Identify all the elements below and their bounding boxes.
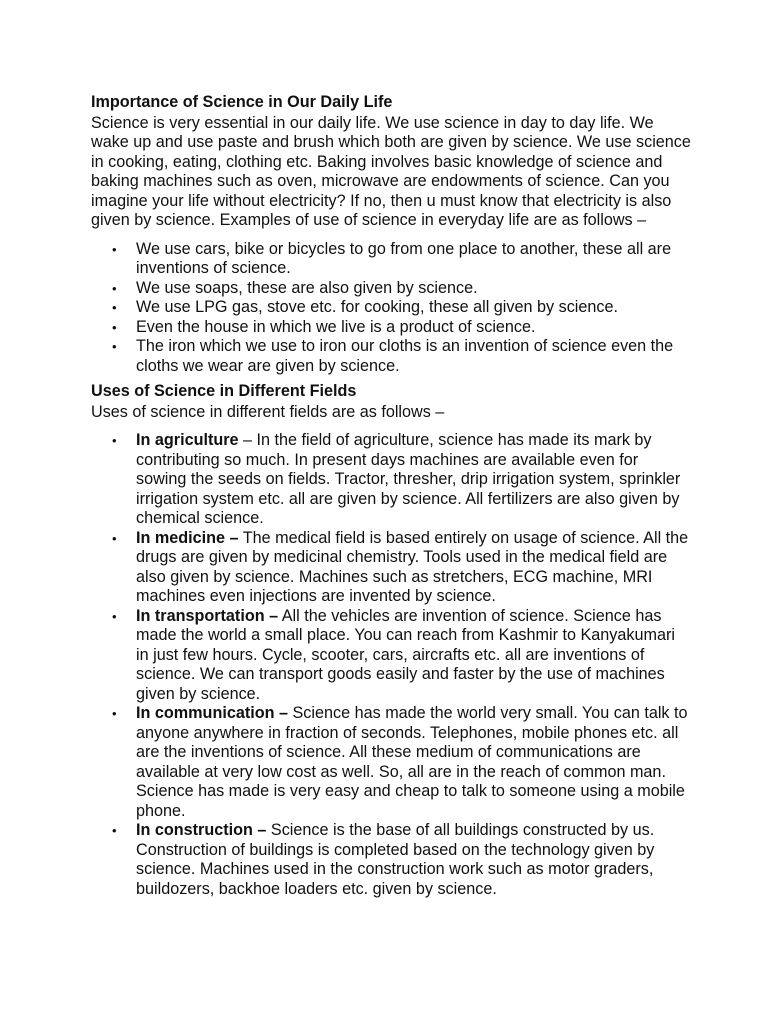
bullet-icon: • <box>112 608 117 624</box>
bullet-icon: • <box>112 319 117 335</box>
list-item: • The iron which we use to iron our cloths is an invention of science even the cloths we wear are given by science. <box>112 337 674 375</box>
bullet-icon: • <box>112 300 117 315</box>
list-item: • Even the house in which we live is a product of science. <box>112 317 536 336</box>
intro-paragraph-fields: Uses of science in different fields are as follows – <box>91 402 445 421</box>
list-item-agriculture <box>91 431 691 529</box>
bullet-icon: • <box>112 339 117 354</box>
bullet-icon: • <box>112 280 117 296</box>
list-item-communication <box>91 704 691 821</box>
document-page <box>91 93 691 905</box>
list-item: • We use soaps, these are also given by science. <box>112 278 478 297</box>
field-text: The medical field is based entirely on usage of science. All the drugs are given by medicinal chemistry. Tools used in the medical field are also given by science. Machines such as stretchers, ECG machine, MRI machines even injections are invented by science. <box>136 528 689 605</box>
bullet-icon: • <box>112 433 117 448</box>
intro-paragraph-importance: Science is very essential in our daily life. We use science in day to day life. We wake up and use paste and brush which both are given by science. We use science in cooking, eating, clothing etc. Baking involves basic knowledge of science and baking machines such as oven, microwave are endowments of science. Can you imagine your life without electricity? If no, then u must know that electricity is also given by science. Examples of use of science in everyday life are as follows – <box>91 113 691 229</box>
list-item: • We use cars, bike or bicycles to go from one place to another, these all are inventions of science. <box>112 239 672 277</box>
list-item-medicine <box>91 529 691 607</box>
list-item-transportation <box>91 607 691 705</box>
field-lead: In medicine – <box>136 528 239 547</box>
bullet-icon: • <box>112 530 117 546</box>
field-text: Science is the base of all buildings constructed by us. Construction of buildings is completed based on the technology given by science. Machines used in the construction work such as motor graders, buildozers, backhoe loaders etc. given by science. <box>136 821 655 898</box>
list-item: • We use LPG gas, stove etc. for cooking, these all given by science. <box>112 298 618 316</box>
section-heading-importance: Importance of Science in Our Daily Life <box>91 93 393 111</box>
field-text: – In the field of agriculture, science has made its mark by contributing so much. In present days machines are available even for sowing the seeds on fields. Tractor, thresher, drip irrigation system, sprinkler irrigation system etc. all are given by science. All fertilizers are also given by chemical science. <box>136 431 681 527</box>
field-lead: In communication – <box>136 704 289 722</box>
bullet-icon: • <box>112 823 117 838</box>
examples-list <box>91 240 691 377</box>
field-text: All the vehicles are invention of science. Science has made the world a small place. You can reach from Kashmir to Kanyakumari in just few hours. Cycle, scooter, cars, aircrafts etc. all are inventions of science. We can transport goods easily and faster by the use of machines given by science. <box>136 606 675 703</box>
field-lead: In construction – <box>136 821 267 839</box>
fields-list <box>91 431 691 899</box>
bullet-icon: • <box>112 706 117 721</box>
section-heading-fields: Uses of Science in Different Fields <box>91 382 357 400</box>
field-text: Science has made the world very small. You can talk to anyone anywhere in fraction of seconds. Telephones, mobile phones etc. all are the inventions of science. All these medium of communications are available at very low cost as well. So, all are in the reach of common man. Science has made is very easy and cheap to talk to someone using a mobile phone. <box>136 704 688 820</box>
bullet-icon: • <box>112 241 117 257</box>
field-lead: In agriculture <box>136 431 239 449</box>
list-item-construction <box>91 821 691 899</box>
field-lead: In transportation – <box>136 606 279 625</box>
